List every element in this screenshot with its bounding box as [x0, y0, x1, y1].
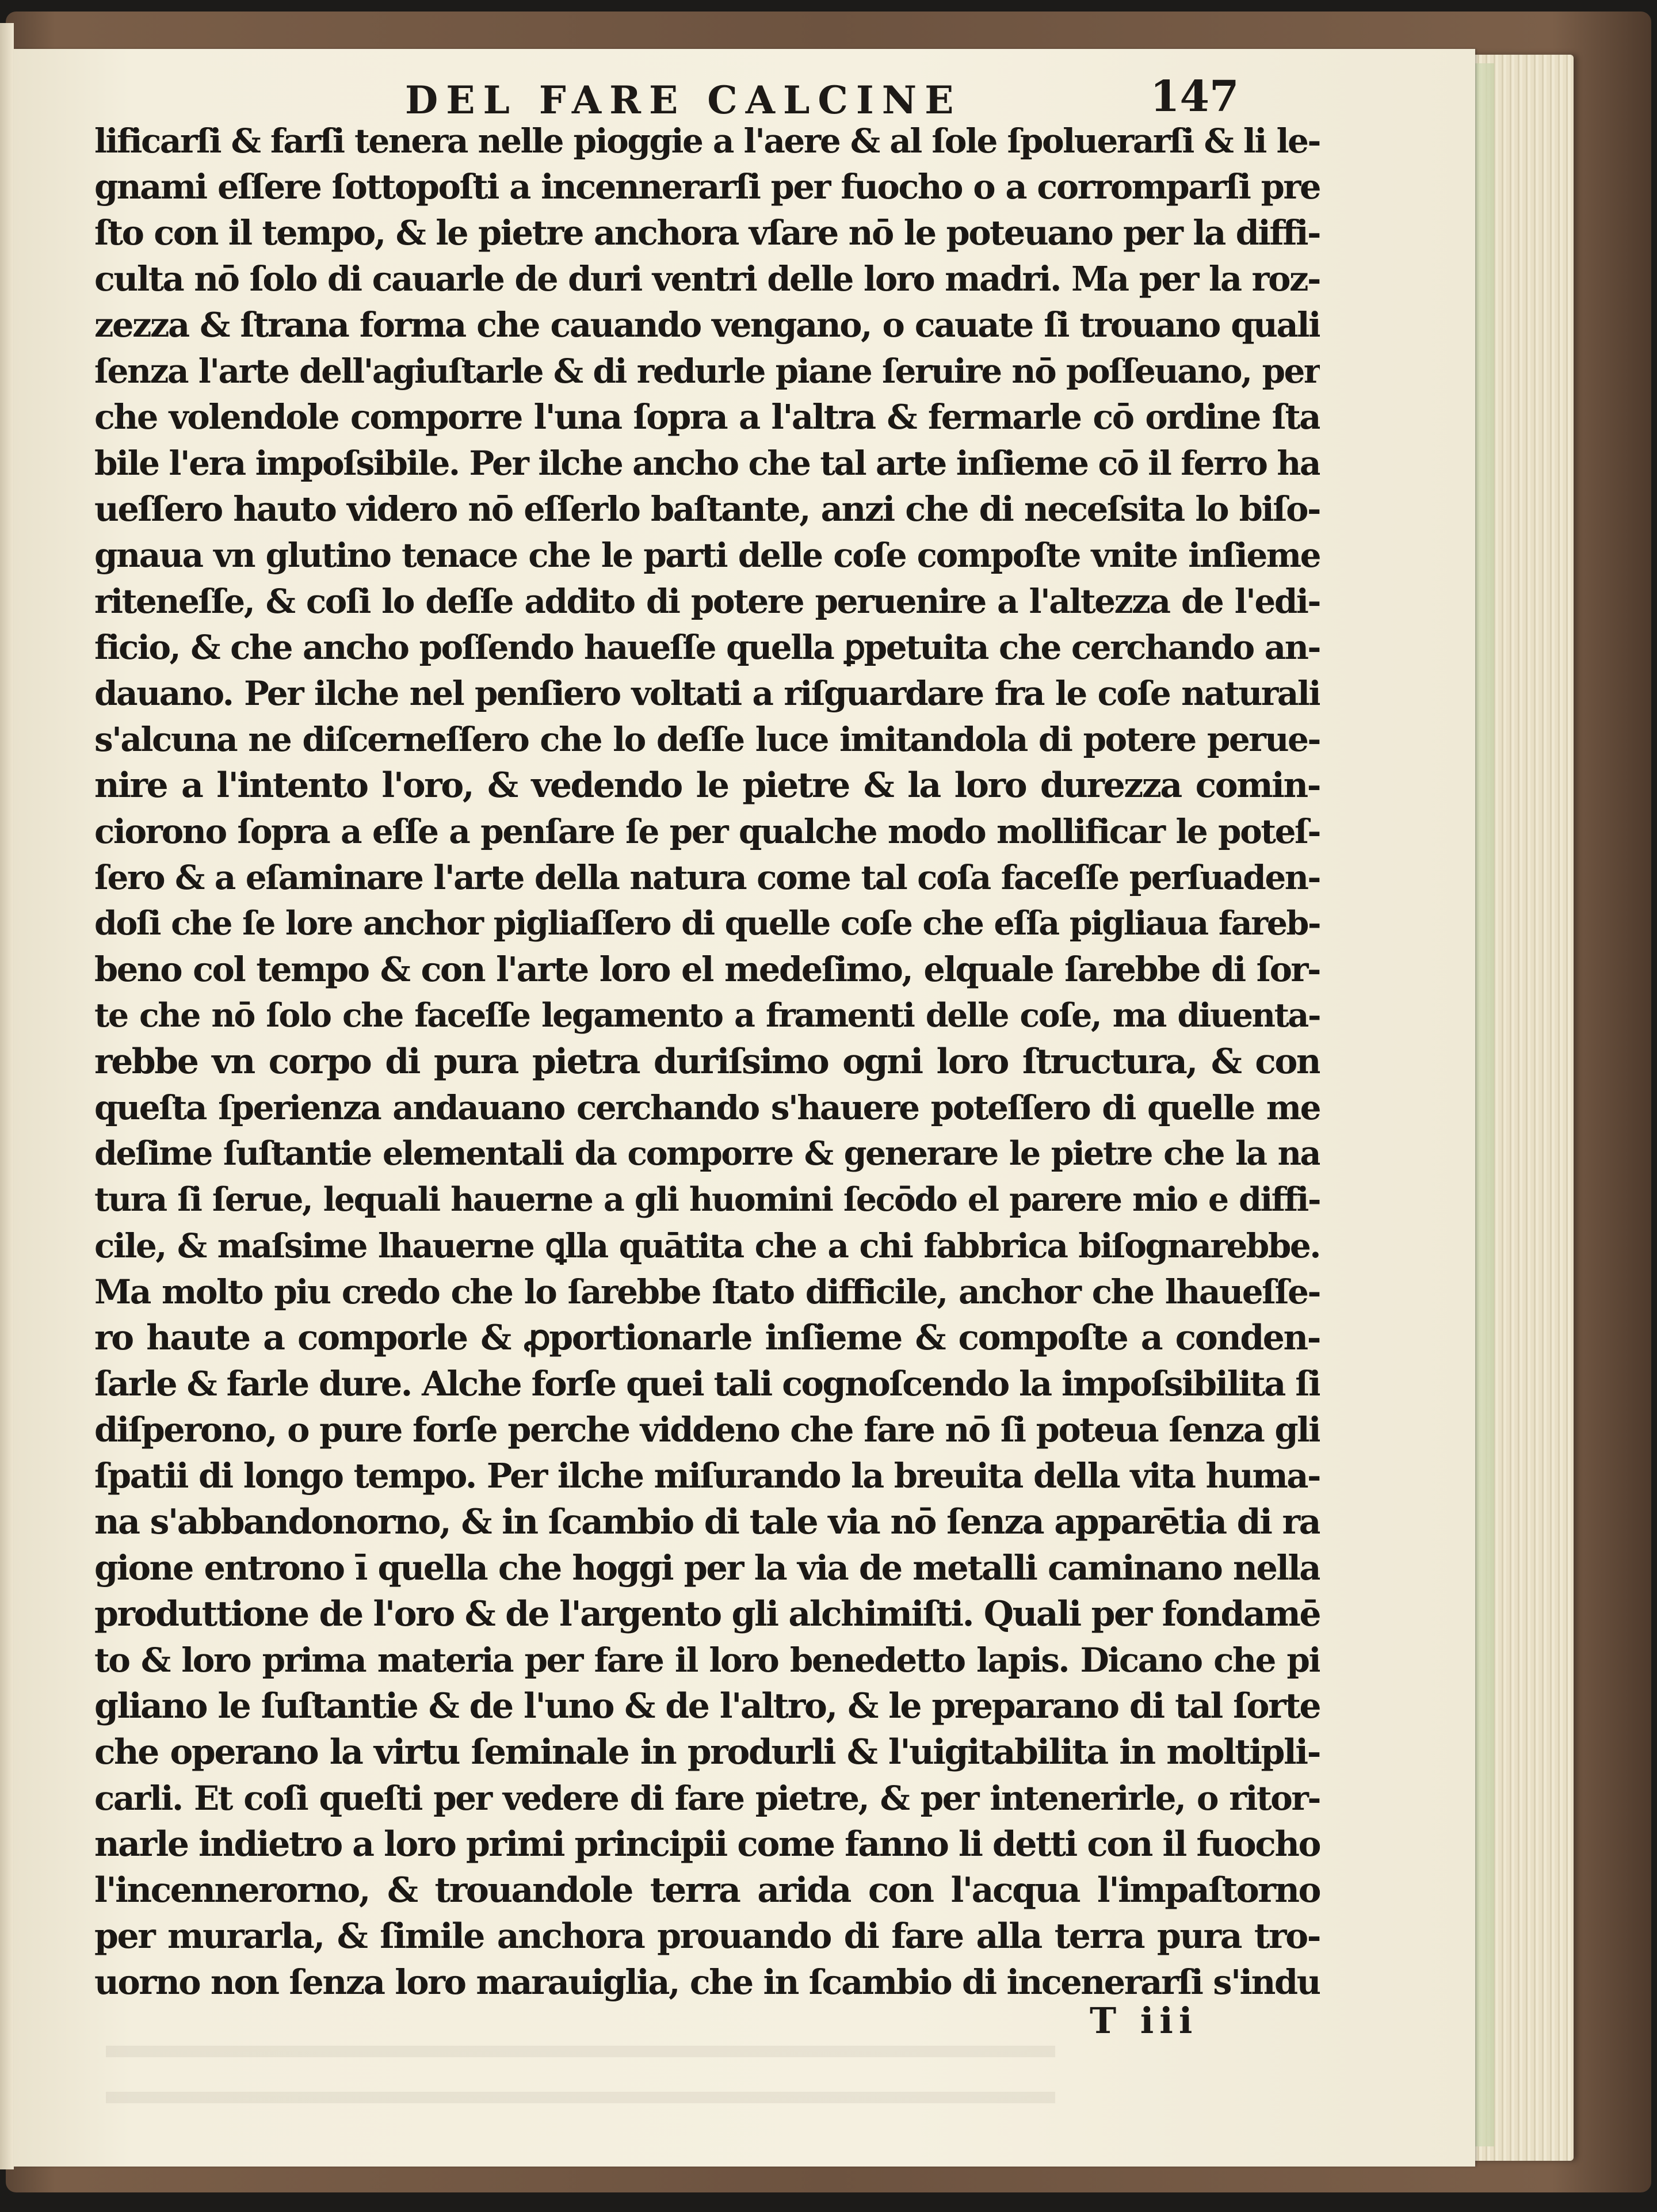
text-line: diſperono, o pure forſe perche viddeno che fare nō ſi poteua ſenza gli — [94, 1410, 1320, 1450]
text-line: ſpatii di longo tempo. Per ilche miſurando la breuita della vita huma- — [94, 1456, 1320, 1496]
text-line: te che nō ſolo che faceſſe legamento a framenti delle coſe, ma diuenta- — [94, 996, 1320, 1035]
facing-page-edge — [0, 23, 14, 2169]
text-line: bile l'era impoſsibile. Per ilche ancho che tal arte inſieme cō il ferro ha — [94, 444, 1320, 483]
bleed-through — [106, 2017, 1055, 2103]
text-line: gnami eſſere ſottopoſti a incennerarſi per fuocho o a corromparſi pre — [94, 167, 1320, 207]
text-line: tura ſi ſerue, lequali hauerne a gli huomini ſecōdo el parere mio e diffi- — [94, 1180, 1320, 1219]
text-line: lificarſi & farſi tenera nelle pioggie a l'aere & al ſole ſpoluerarſi & li le- — [94, 121, 1320, 161]
text-line: deſime ſuſtantie elementali da comporre & generare le pietre che la na — [94, 1134, 1320, 1173]
text-line: uorno non ſenza loro marauiglia, che in ſcambio di incenerarſi s'indu — [94, 1962, 1320, 2002]
text-line: zezza & ſtrana forma che cauando vengano, o cauate ſi trouano quali — [94, 305, 1320, 345]
text-line: na s'abbandonorno, & in ſcambio di tale via nō ſenza apparētia di ra — [94, 1502, 1320, 1542]
text-line: carli. Et coſi queſti per vedere di fare pietre, & per intenerirle, o ritor- — [94, 1779, 1320, 1818]
text-line: ficio, & che ancho poſſendo haueſſe quella ꝑpetuita che cerchando an- — [94, 628, 1320, 667]
text-line: produttione de l'oro & de l'argento gli alchimiſti. Quali per fondamē — [94, 1594, 1320, 1634]
signature-mark: T iii — [1090, 2000, 1198, 2042]
text-line: culta nō ſolo di cauarle de duri ventri delle loro madri. Ma per la roz- — [94, 259, 1320, 299]
text-line: narle indietro a loro primi principii come fanno li detti con il fuocho — [94, 1824, 1320, 1864]
text-line: Ma molto piu credo che lo ſarebbe ſtato difficile, anchor che lhaueſſe- — [94, 1272, 1320, 1311]
text-line: gnaua vn glutino tenace che le parti delle coſe compoſte vnite inſieme — [94, 536, 1320, 575]
text-line: doſi che ſe lore anchor pigliaſſero di quelle coſe che eſſa pigliaua fareb- — [94, 904, 1320, 943]
page-number: 147 — [1150, 72, 1239, 121]
text-line: dauano. Per ilche nel penſiero voltati a riſguardare fra le coſe naturali — [94, 674, 1320, 713]
text-line: ro haute a comporle & ꝓportionarle inſieme & compoſte a conden- — [94, 1318, 1320, 1358]
text-line: che operano la virtu ſeminale in produrli & l'uigitabilita in moltipli- — [94, 1732, 1320, 1772]
printed-page — [14, 49, 1475, 2167]
text-line: riteneſſe, & coſi lo deſſe addito di potere peruenire a l'altezza de l'edi- — [94, 582, 1320, 621]
text-line: gliano le ſuſtantie & de l'uno & de l'altro, & le preparano di tal ſorte — [94, 1686, 1320, 1726]
text-line: ueſſero hauto videro nō eſſerlo baſtante, anzi che di neceſsita lo biſo- — [94, 489, 1320, 529]
text-line: ſero & a eſaminare l'arte della natura come tal coſa faceſſe perſuaden- — [94, 858, 1320, 897]
text-line: che volendole comporre l'una ſopra a l'altra & fermarle cō ordine ſta — [94, 397, 1320, 437]
text-line: to & loro prima materia per fare il loro benedetto lapis. Dicano che pi — [94, 1641, 1320, 1680]
text-line: s'alcuna ne diſcerneſſero che lo deſſe luce imitandola di potere perue- — [94, 720, 1320, 759]
text-line: ciorono ſopra a eſſe a penſare ſe per qualche modo mollificar le poteſ- — [94, 812, 1320, 851]
text-line: gione entrono ī quella che hoggi per la via de metalli caminano nella — [94, 1548, 1320, 1588]
text-line: ſto con il tempo, & le pietre anchora vſare nō le poteuano per la diffi- — [94, 213, 1320, 253]
text-line: beno col tempo & con l'arte loro el medeſimo, elquale ſarebbe di ſor- — [94, 949, 1320, 989]
text-line: ſenza l'arte dell'agiuſtarle & di redurle piane ſeruire nō poſſeuano, per — [94, 352, 1320, 391]
text-line: rebbe vn corpo di pura pietra duriſsimo ogni loro ſtructura, & con — [94, 1042, 1320, 1082]
text-line: per murarla, & ſimile anchora prouando di fare alla terra pura tro- — [94, 1916, 1320, 1957]
running-title: DEL FARE CALCINE — [405, 78, 962, 123]
text-body — [94, 118, 1320, 2005]
text-line: ſarle & farle dure. Alche forſe quei tali cognoſcendo la impoſsibilita ſi — [94, 1364, 1320, 1404]
text-line: l'incennerorno, & trouandole terra arida con l'acqua l'impaſtorno — [94, 1870, 1320, 1910]
text-line: cile, & maſsime lhauerne ꝗlla quātita che a chi fabbrica biſognarebbe. — [94, 1226, 1320, 1265]
text-line: queſta ſperienza andauano cerchando s'hauere poteſſero di quelle me — [94, 1088, 1320, 1127]
text-line: nire a l'intento l'oro, & vedendo le pietre & la loro durezza comin- — [94, 765, 1320, 806]
